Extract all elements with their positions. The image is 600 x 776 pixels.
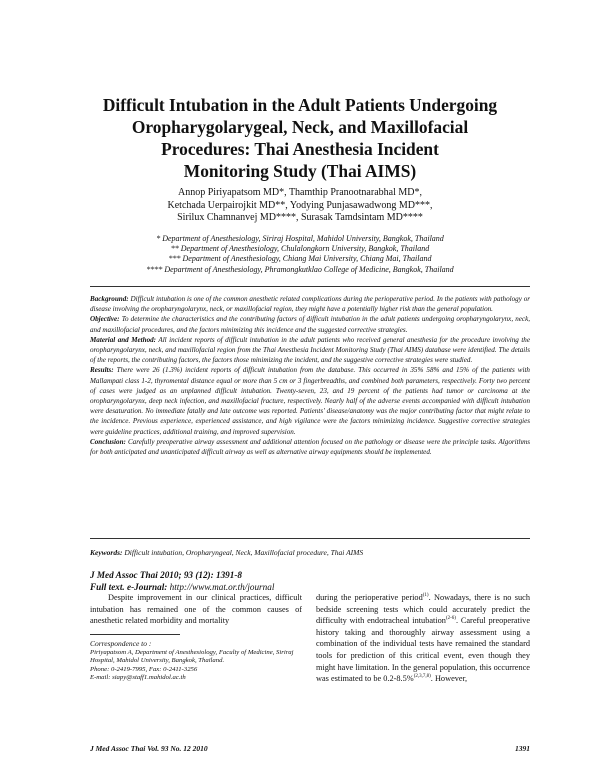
results-label: Results: <box>90 366 114 375</box>
objective-text: To determine the characteristics and the contributing factors of difficult intubation in the adult patients undergoing oropharyngolarynx, neck, and maxillofacial procedures, and the factors minimizing this incidence and the suggested corrective strategies. <box>90 315 530 334</box>
footer-journal: J Med Assoc Thai Vol. 93 No. 12 2010 <box>90 744 208 753</box>
abstract-objective <box>90 314 530 334</box>
affiliations <box>60 234 540 275</box>
author-list <box>80 187 520 225</box>
keywords <box>90 548 530 557</box>
citation-ref: (2-6) <box>445 616 456 622</box>
conclusion-label: Conclusion: <box>90 437 126 446</box>
affiliation: *** Department of Anesthesiology, Chiang Mai University, Chiang Mai, Thailand <box>168 254 432 264</box>
citation <box>90 570 530 593</box>
methods-label: Material and Method: <box>90 335 157 344</box>
objective-label: Objective: <box>90 315 120 324</box>
body-text: . Nowadays, there is no such bedside screening tests which could accurately predict the difficulty with endotracheal intubation <box>316 593 530 626</box>
journal-citation: J Med Assoc Thai 2010; 93 (12): 1391-8 <box>90 570 243 580</box>
keywords-label: Keywords: <box>90 548 123 557</box>
body-text: . However, <box>430 674 468 684</box>
fulltext-link[interactable]: http://www.mat.or.th/journal <box>169 581 275 592</box>
author-line: Sirilux Chamnanvej MD****, Surasak Tamdsintam MD**** <box>177 212 423 223</box>
conclusion-text: Carefully preoperative airway assessment and additional attention focused on the pathology or disease were the principle tasks. Algorithms for both anticipated and unanticipated difficult airway as well as alternative airway equipments should be implemented. <box>90 437 531 457</box>
abstract-methods <box>90 335 530 366</box>
body-text: during the perioperative period <box>316 593 423 602</box>
body-text: . Careful preoperative history taking and thoroughly airway assessment using a combination of the individual tests have remained the standard tools for prediction of this critical event, even though they might have limitation. In the general population, this occurrence was estimated to be 0.2-8.5% <box>316 616 530 684</box>
body-column-left <box>90 592 302 627</box>
abstract <box>90 294 530 457</box>
abstract-conclusion <box>90 437 530 457</box>
correspondence-heading: Correspondence to : <box>90 639 152 648</box>
article-title <box>60 94 540 182</box>
page-number: 1391 <box>515 744 530 753</box>
title-line: Procedures: Thai Anesthesia Incident <box>161 139 439 159</box>
correspondence <box>90 640 302 683</box>
keywords-text: Difficult intubation, Oropharyngeal, Neck, Maxillofacial procedure, Thai AIMS <box>124 548 364 557</box>
intro-paragraph: Despite improvement in our clinical practices, difficult intubation has remained one of the common causes of anesthetic related morbidity and mortality <box>90 593 302 626</box>
author-line: Annop Piriyapatsom MD*, Thamthip Pranootnarabhal MD*, <box>178 187 422 198</box>
affiliation: ** Department of Anesthesiology, Chulalongkorn University, Bangkok, Thailand <box>170 244 430 254</box>
background-label: Background: <box>90 295 129 303</box>
fulltext-label: Full text. e-Journal: <box>90 581 168 592</box>
citation-ref: (1) <box>422 593 429 599</box>
affiliation: * Department of Anesthesiology, Siriraj Hospital, Mahidol University, Bangkok, Thailand <box>156 234 444 243</box>
correspondence-rule <box>90 634 180 635</box>
citation-ref: (2,3,7,8) <box>413 674 431 680</box>
title-line: Difficult Intubation in the Adult Patients Undergoing <box>102 95 498 115</box>
author-line: Ketchada Uerpairojkit MD**, Yodying Punjasawadwong MD***, <box>167 199 433 211</box>
title-line: Monitoring Study (Thai AIMS) <box>183 161 417 181</box>
abstract-bottom-rule <box>90 538 530 539</box>
correspondence-address: Piriyapatsom A, Department of Anesthesiology, Faculty of Medicine, Siriraj Hospital, Mahidol University, Bangkok, Thailand. <box>90 648 294 665</box>
abstract-background <box>90 294 530 314</box>
background-text: Difficult intubation is one of the common anesthetic related complications during the perioperative period. In the patients with pathology or disease involving the oropharyngolarynx, neck, or maxillofacial region, they might have a potentially higher risk than the general population. <box>90 295 530 314</box>
title-line: Oropharygolarygeal, Neck, and Maxillofacial <box>131 117 469 137</box>
body-column-right <box>316 592 530 685</box>
results-text: There were 26 (1.3%) incident reports of difficult intubation from the database. This occurred in 35% 58% and 15% of the patients with Mallampati class 1-2, thyromental distance equal or more than 5 cm or 3 fingerbreadths, and combined both parameters, respectively. Forty two percent of cases were judged as an unplanned difficult intubation. Twenty-seven, 23, and 19 percent of the patients had tumor or carcinoma at the oropharyngolarynx, deep neck infection, and maxillofacial fracture, respectively. Nearly half of the adverse events accompanied with difficult intubation were desaturation. No immediate fatally and late outcome was reported. Patients' disease/anatomy was the major contributing factor that might relate to the incidence. Previous experience, experienced assistance, and high vigilance were the factors minimizing incidence. Suggestive corrective strategies were guideline practices, additional training, and improved supervision. <box>90 366 530 436</box>
affiliation: **** Department of Anesthesiology, Phramongkutklao College of Medicine, Bangkok, Thailand <box>146 264 454 274</box>
body-paragraph <box>316 592 530 685</box>
abstract-top-rule <box>90 286 530 287</box>
correspondence-email: E-mail: siapy@staff1.mahidol.ac.th <box>90 674 186 682</box>
correspondence-phone: Phone: 0-2419-7995, Fax: 0-2411-3256 <box>90 665 198 673</box>
abstract-results <box>90 365 530 436</box>
methods-text: All incident reports of difficult intubation in the adult patients who received general anesthesia for the procedure involving the oropharyngolarynx, neck, and maxillofacial region from the Thai Anesthesia Incident Monitoring Study (Thai AIMS) database were identified. The details of the reports, the contributing factors, the factors those minimizing the incident, and the suggestive corrective strategies were studied. <box>90 335 530 365</box>
